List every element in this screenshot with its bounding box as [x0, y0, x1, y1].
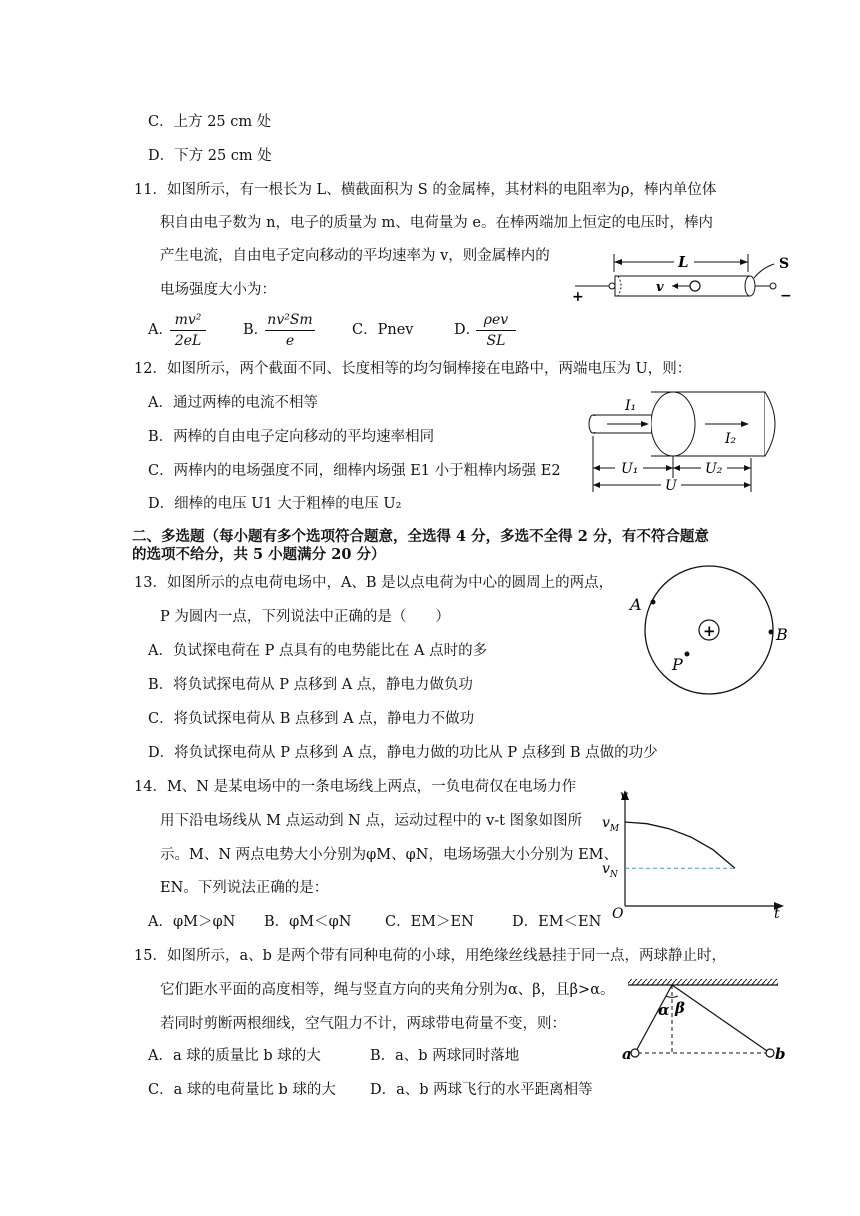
q12-fig-voltage-total-label: U	[665, 478, 677, 494]
q13-option-c: C．将负试探电荷从 B 点移到 A 点，静电力不做功	[148, 711, 475, 727]
q13-stem-line1: 13．如图所示的点电荷电场中，A、B 是以点电荷为中心的圆周上的两点，	[134, 575, 614, 591]
q14-stem-line4: EN。下列说法正确的是：	[160, 880, 329, 896]
q11-stem-line2: 积自由电子数为 n，电子的质量为 m、电荷量为 e。在棒两端加上恒定的电压时，棒内	[160, 215, 713, 231]
q11-option-d-numerator: ρev	[483, 312, 509, 328]
q11-option-a-denominator: 2eL	[174, 333, 202, 349]
q14-option-c: C．EM＞EN	[385, 914, 474, 930]
q13-fig-point-p: P	[672, 655, 683, 674]
q12-fig-voltage-thick-label: U₂	[705, 461, 723, 477]
section-2-heading-line1: 二、多选题（每小题有多个选项符合题意，全选得 4 分，多选不全得 2 分，有不符合题意	[132, 528, 709, 545]
chart-ytick-vm: $v_M$	[602, 815, 620, 834]
q15-fig-alpha-label: α	[658, 1001, 670, 1019]
q11-option-a-label: A．	[148, 322, 173, 338]
q11-stem-line1: 11．如图所示，有一根长为 L、横截面积为 S 的金属棒，其材料的电阻率为ρ，棒内单位体	[134, 182, 717, 198]
q13-fig-center-charge: +	[703, 622, 716, 640]
q13-stem-line2: P 为圆内一点，下列说法中正确的是（ ）	[160, 609, 450, 625]
q11-option-d-label: D．	[454, 322, 481, 338]
q11-fig-plus-sign: +	[572, 289, 584, 305]
q11-option-b-fraction	[265, 311, 315, 350]
chart-ytick-vn: $v_N$	[602, 861, 618, 881]
q15-option-d: D．a、b 两球飞行的水平距离相等	[370, 1082, 593, 1098]
q15-option-b: B．a、b 两球同时落地	[370, 1048, 520, 1064]
q11-fig-length-label: L	[678, 253, 689, 271]
q15-option-c: C．a 球的电荷量比 b 球的大	[148, 1082, 336, 1098]
q15-fig-beta-label: β	[675, 999, 685, 1017]
q11-option-a-fraction	[170, 311, 206, 350]
q10-option-c: C．上方 25 cm 处	[148, 114, 272, 130]
q13-option-d: D．将负试探电荷从 P 点移到 A 点，静电力做的功比从 P 点移到 B 点做的功少	[148, 745, 658, 761]
q11-option-b-denominator: e	[285, 333, 295, 349]
q15-fig-ball-a-label: a	[622, 1045, 632, 1063]
q15-stem-line2: 它们距水平面的高度相等，绳与竖直方向的夹角分别为α、β，且β>α。	[160, 982, 615, 998]
q15-fig-ball-b-label: b	[775, 1045, 786, 1063]
chart-series-line	[625, 822, 735, 868]
q11-option-d-denominator: SL	[486, 333, 506, 349]
q15-option-a: A．a 球的质量比 b 球的大	[148, 1048, 321, 1064]
q12-option-b: B．两棒的自由电子定向移动的平均速率相同	[148, 429, 435, 445]
q13-fig-point-b: B	[776, 625, 788, 644]
q14-stem-line2: 用下沿电场线从 M 点运动到 N 点，运动过程中的 v-t 图象如图所	[160, 813, 583, 829]
q14-stem-line1: 14．M、N 是某电场中的一条电场线上两点，一负电荷仅在电场力作	[134, 779, 577, 795]
chart-x-axis-label: t	[774, 906, 780, 922]
q12-fig-current-thin-label: I₁	[625, 398, 637, 414]
q11-metal-rod-figure	[570, 248, 800, 308]
q14-vt-chart	[600, 788, 790, 922]
q12-stem-line1: 12．如图所示，两个截面不同、长度相等的均匀铜棒接在电路中，两端电压为 U，则：	[134, 361, 692, 377]
q14-option-b: B．φM＜φN	[264, 914, 352, 930]
q13-fig-point-a: A	[630, 595, 642, 614]
q11-fig-area-label: S	[779, 256, 790, 272]
q14-option-a: A．φM＞φN	[148, 914, 236, 930]
q14-stem-line3: 示。M、N 两点电势大小分别为φM、φN，电场场强大小分别为 EM、	[160, 847, 619, 863]
q11-stem-line4: 电场强度大小为：	[160, 282, 276, 298]
q12-copper-rods-figure	[585, 388, 785, 496]
q12-option-c: C．两棒内的电场强度不同，细棒内场强 E1 小于粗棒内场强 E2	[148, 463, 561, 479]
section-2-heading-line2: 的选项不给分，共 5 小题满分 20 分）	[132, 546, 386, 563]
q15-stem-line1: 15．如图所示，a、b 是两个带有同种电荷的小球，用绝缘丝线悬挂于同一点，两球静止时，	[134, 948, 726, 964]
q11-stem-line3: 产生电流，自由电子定向移动的平均速率为 v，则金属棒内的	[160, 248, 550, 264]
q13-point-charge-figure	[626, 560, 796, 696]
q14-option-d: D．EM＜EN	[512, 914, 602, 930]
q12-fig-current-thick-label: I₂	[725, 431, 737, 447]
q11-option-c: C．Pnev	[352, 322, 414, 338]
q12-option-a: A．通过两棒的电流不相等	[148, 395, 318, 411]
chart-origin-label: O	[612, 906, 624, 922]
q11-fig-velocity-label: v	[656, 280, 664, 295]
q11-option-a-numerator: mv²	[174, 312, 202, 328]
q13-option-a: A．负试探电荷在 P 点具有的电势能比在 A 点时的多	[148, 643, 488, 659]
chart-y-axis-label: v	[620, 788, 628, 804]
q13-option-b: B．将负试探电荷从 P 点移到 A 点，静电力做负功	[148, 677, 473, 693]
q15-stem-line3: 若同时剪断两根细线，空气阻力不计，两球带电荷量不变，则：	[160, 1016, 566, 1032]
q11-option-d-fraction	[476, 311, 516, 350]
q15-hanging-balls-figure	[620, 975, 790, 1065]
q11-option-b-label: B．	[243, 322, 269, 338]
q12-option-d: D．细棒的电压 U1 大于粗棒的电压 U₂	[148, 496, 402, 512]
q12-fig-voltage-thin-label: U₁	[621, 461, 639, 477]
q11-option-b-numerator: nv²Sm	[267, 312, 313, 328]
q11-fig-minus-sign: −	[780, 288, 792, 304]
q10-option-d: D．下方 25 cm 处	[148, 148, 272, 164]
